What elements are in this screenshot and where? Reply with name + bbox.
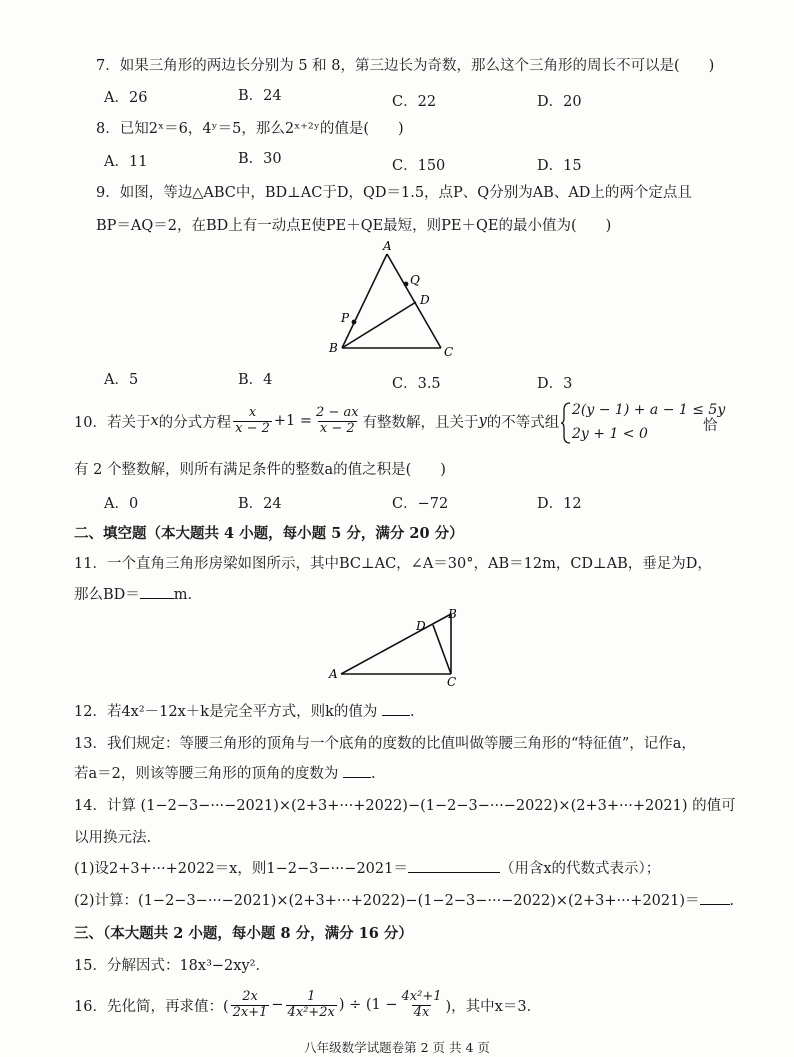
q16-f2-num: 1 — [307, 989, 316, 1004]
q12-line — [74, 700, 415, 721]
q14-line1: 14．计算 (1−2−3−···−2021)×(2+3+···+2022)−(1−2−3−···−2022)×(2+3+···+2021) 的值可 — [74, 798, 736, 814]
q14-sub1-text: (1)设2+3+···+2022＝x，则1−2−3−···−2021＝ — [74, 861, 408, 877]
q9-option-c: C．3.5 — [392, 376, 441, 392]
q9-label-b: B — [329, 341, 338, 355]
q12-answer-blank — [382, 701, 410, 716]
q16-f3-num: 4x²+1 — [401, 989, 442, 1004]
q11-label-b: B — [448, 607, 457, 621]
q13-line1: 13．我们规定：等腰三角形的顶角与一个底角的度数的比值叫做等腰三角形的“特征值”，记作a， — [74, 736, 696, 752]
q7-stem: 7．如果三角形的两边长分别为 5 和 8，第三边长为奇数，那么这个三角形的周长不可以是( ) — [96, 58, 715, 74]
q10-frac1-num: x — [248, 405, 257, 420]
q9-label-c: C — [444, 345, 454, 359]
q16-f1-num: 2x — [242, 989, 258, 1004]
q10-frac1-den: x − 2 — [235, 420, 270, 436]
q9-line2: BP＝AQ＝2，在BD上有一动点E使PE＋QE最短，则PE＋QE的最小值为( ) — [96, 218, 612, 234]
q9-option-b: B．4 — [238, 372, 273, 388]
q7-option-b: B．24 — [238, 88, 282, 104]
q7-option-d: D．20 — [537, 94, 582, 110]
q13-end: . — [370, 766, 376, 782]
q13-line2 — [74, 762, 376, 783]
q11-line1: 11．一个直角三角形房梁如图所示，其中BC⊥AC，∠A＝30°，AB＝12m，CD⊥AB，垂足为D， — [74, 556, 712, 572]
q7-option-c: C．22 — [392, 94, 437, 110]
q10-line1 — [74, 406, 559, 437]
q16-prefix: 16．先化简，再求值：( — [74, 998, 229, 1015]
q10-frac2-den: x − 2 — [319, 420, 355, 436]
q10-option-c: C．−72 — [392, 496, 449, 512]
q11-label-d: D — [416, 619, 426, 633]
q16-suffix: )，其中x＝3． — [445, 998, 542, 1015]
q9-label-q: Q — [410, 273, 420, 287]
q14-sub1-note: （用含x的代数式表示）； — [499, 861, 661, 877]
q10-plus-one: +1 = — [273, 413, 313, 430]
q13-answer-blank — [343, 763, 371, 778]
q9-label-a: A — [383, 239, 392, 253]
q11-line2 — [74, 583, 202, 604]
q10-ineq-label: 的不等式组 — [486, 414, 560, 431]
q8-stem: 8．已知2ˣ＝6，4ʸ＝5，那么2ˣ⁺²ʸ的值是( ) — [96, 121, 404, 137]
q14-line2: 以用换元法. — [74, 830, 152, 846]
q11-answer-blank — [140, 584, 174, 599]
q14-sub2-answer-blank — [700, 890, 730, 905]
q16-fraction-3 — [400, 990, 444, 1021]
q10-option-b: B．24 — [238, 496, 282, 512]
q8-option-a: A．11 — [104, 154, 148, 170]
q16-fraction-1 — [231, 990, 270, 1021]
q16-f2-den: 4x²+2x — [287, 1004, 335, 1020]
q7-option-a: A．26 — [104, 90, 148, 106]
q9-triangle-figure — [322, 238, 472, 360]
q14-sub2-end: . — [729, 893, 735, 909]
q10-line2: 有 2 个整数解，则所有满足条件的整数a的值之积是( ) — [74, 462, 446, 478]
q9-option-d: D．3 — [537, 376, 573, 392]
q8-option-c: C．150 — [392, 158, 446, 174]
q16-minus: − — [271, 997, 284, 1014]
q10-y-var: y — [478, 413, 487, 430]
q11-line2-suffix: m． — [173, 587, 203, 603]
q10-mid: 有整数解，且关于 — [362, 414, 479, 431]
q9-line1: 9．如图，等边△ABC中，BD⊥AC于D，QD＝1.5，点P、Q分别为AB、AD上的两个定点且 — [96, 185, 692, 201]
page-footer: 八年级数学试题卷第 2 页 共 4 页 — [304, 1040, 490, 1055]
q11-label-c: C — [447, 675, 457, 686]
q16-div: ) ÷ (1 − — [338, 997, 398, 1014]
q14-sub2-text: (2)计算：(1−2−3−···−2021)×(2+3+···+2022)−(1−2−3−···−2022)×(2+3+···+2021)＝ — [74, 893, 700, 909]
q8-option-d: D．15 — [537, 158, 582, 174]
q9-label-p: P — [341, 311, 350, 325]
q9-label-d: D — [420, 293, 430, 307]
section-2-heading: 二、填空题（本大题共 4 小题，每小题 5 分，满分 20 分） — [74, 525, 464, 542]
q10-tail: 恰 — [703, 418, 718, 434]
q16-f3-den: 4x — [413, 1004, 430, 1020]
q16-f1-den: 2x+1 — [232, 1004, 268, 1020]
q15-text: 15．分解因式：18x³−2xy²． — [74, 958, 270, 974]
q10-fraction-2 — [314, 406, 361, 437]
q11-label-a: A — [329, 667, 338, 681]
q10-x-var: x — [150, 413, 159, 430]
q8-option-b: B．30 — [238, 151, 282, 167]
q11-beam-figure — [326, 606, 466, 686]
q14-sub1 — [74, 857, 660, 878]
q10-system-brace — [560, 402, 572, 444]
q10-fraction-1 — [233, 406, 272, 437]
section-3-heading: 三、（本大题共 2 小题，每小题 8 分，满分 16 分） — [74, 925, 413, 942]
q14-sub2 — [74, 889, 734, 910]
q16-fraction-2 — [286, 990, 337, 1021]
q10-system-line1: 2(y − 1) + a − 1 ≤ 5y — [572, 402, 726, 418]
q10-system-line2: 2y + 1 < 0 — [572, 426, 648, 442]
q13-line2-text: 若a＝2，则该等腰三角形的顶角的度数为 — [74, 766, 339, 782]
q10-eq-label: 的分式方程 — [158, 414, 232, 431]
q16-line — [74, 990, 541, 1021]
q10-frac2-num: 2 − ax — [316, 405, 359, 420]
q11-line2-prefix: 那么BD＝ — [74, 587, 140, 603]
q9-option-a: A．5 — [104, 372, 139, 388]
q12-end: . — [409, 704, 415, 720]
q14-sub1-answer-blank — [408, 858, 500, 873]
q10-option-d: D．12 — [537, 496, 582, 512]
q10-option-a: A．0 — [104, 496, 139, 512]
q10-prefix: 10．若关于 — [74, 414, 151, 431]
q12-text: 12．若4x²－12x＋k是完全平方式，则k的值为 — [74, 704, 378, 720]
